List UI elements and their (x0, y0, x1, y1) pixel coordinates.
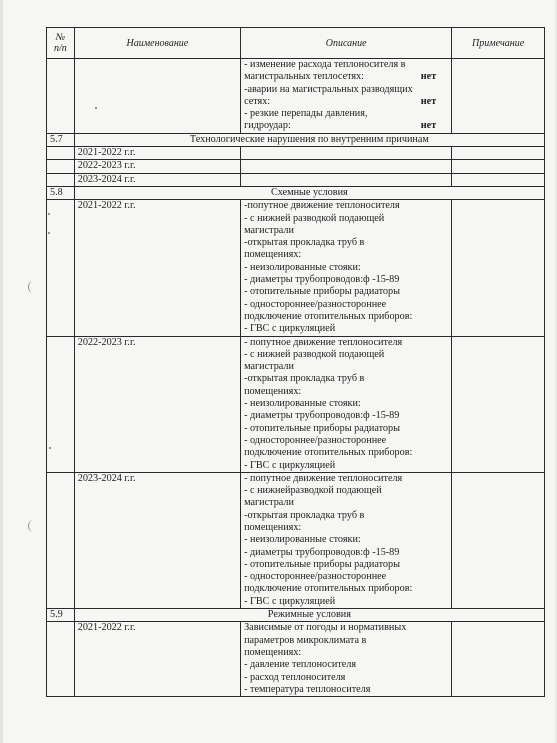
condition-text: -аварии на магистральных разводящих (244, 83, 413, 95)
description-line: - с нижней разводкой подающей (244, 348, 385, 360)
table-row (47, 622, 545, 697)
section-title: Режимные условия (74, 609, 544, 622)
description-line: - попутное движение теплоносителя (244, 336, 403, 348)
table-header-row (47, 28, 545, 59)
section-number: 5.7 (47, 133, 75, 146)
year-cell: 2021-2022 г.г. (74, 622, 240, 697)
description-line: помещениях: (244, 521, 302, 533)
description-line: - ГВС с циркуляцией (244, 459, 336, 471)
condition-text: гидроудар: (244, 120, 291, 132)
section-number: 5.9 (47, 609, 75, 622)
description-line: - с нижней разводкой подающей (244, 212, 385, 224)
description-line: Зависимые от погоды и нормативных (244, 622, 407, 634)
table-row (47, 472, 545, 608)
year-cell: 2023-2024 г.г. (74, 472, 240, 608)
continuation-description (241, 59, 452, 134)
year-cell: 2022-2023 г.г. (74, 160, 240, 173)
scheme-description (241, 472, 452, 608)
table-row (47, 160, 545, 173)
condition-flag: нет (420, 71, 437, 83)
description-line: - ГВС с циркуляцией (244, 323, 336, 335)
condition-text: - изменение расхода теплоносителя в (244, 59, 406, 70)
description-line: -открытая прокладка труб в (244, 509, 365, 521)
description-line: -попутное движение теплоносителя (244, 200, 400, 212)
table-row (47, 147, 545, 160)
condition-text: - резкие перепады давления, (244, 108, 368, 120)
description-line: параметров микроклимата в (244, 634, 367, 646)
header-number: № п/п (47, 28, 75, 59)
punch-hole-mark (28, 520, 38, 532)
description-line: магистрали (244, 361, 294, 373)
description-line: магистрали (244, 497, 294, 509)
description-line: - одностороннее/разностороннее (244, 434, 387, 446)
condition-text: сетях: (244, 95, 271, 107)
section-row (47, 186, 545, 199)
description-line: - диаметры трубопроводов:ф -15-89 (244, 274, 400, 286)
section-number: 5.8 (47, 186, 75, 199)
description-line: подключение отопительных приборов: (244, 310, 413, 322)
description-line: - ГВС с циркуляцией (244, 595, 336, 607)
description-line: помещениях: (244, 646, 302, 658)
section-row (47, 133, 545, 146)
header-description: Описание (241, 28, 452, 59)
description-line: - отопительные приборы радиаторы (244, 286, 400, 298)
description-line: -открытая прокладка труб в (244, 373, 365, 385)
year-cell: 2023-2024 г.г. (74, 173, 240, 186)
description-line: магистрали (244, 224, 294, 236)
conditions-table (46, 27, 545, 697)
description-line: - с нижнейразводкой подающей (244, 485, 382, 497)
description-line: подключение отопительных приборов: (244, 583, 413, 595)
description-line: - диаметры трубопроводов:ф -15-89 (244, 546, 400, 558)
description-line: - температура теплоносителя (244, 683, 371, 695)
description-line: - попутное движение теплоносителя (244, 472, 403, 484)
mode-description (241, 622, 452, 697)
description-line: - диаметры трубопроводов:ф -15-89 (244, 410, 400, 422)
section-title: Технологические нарушения по внутренним причинам (74, 133, 544, 146)
description-line: - отопительные приборы радиаторы (244, 422, 400, 434)
table-row (47, 336, 545, 472)
description-line: - давление теплоносителя (244, 659, 357, 671)
description-line: помещениях: (244, 385, 302, 397)
description-line: - неизолированные стояки: (244, 261, 361, 273)
condition-line (244, 71, 448, 83)
header-note: Примечание (452, 28, 545, 59)
header-name: Наименование (74, 28, 240, 59)
table-row (47, 173, 545, 186)
page-edge-left (0, 0, 3, 743)
continuation-row (47, 59, 545, 134)
condition-line (244, 120, 448, 132)
description-line: - неизолированные стояки: (244, 398, 361, 410)
punch-hole-mark (28, 281, 38, 293)
section-row (47, 609, 545, 622)
condition-flag: нет (420, 95, 437, 107)
description-line: помещениях: (244, 249, 302, 261)
scheme-description (241, 200, 452, 336)
description-line: -открытая прокладка труб в (244, 237, 365, 249)
condition-line (244, 96, 448, 108)
description-line: - неизолированные стояки: (244, 534, 361, 546)
condition-text: магистральных теплосетях: (244, 71, 365, 83)
description-line: - одностороннее/разностороннее (244, 298, 387, 310)
description-line: подключение отопительных приборов: (244, 447, 413, 459)
description-line: - одностороннее/разностороннее (244, 571, 387, 583)
year-cell: 2021-2022 г.г. (74, 200, 240, 336)
year-cell: 2021-2022 г.г. (74, 147, 240, 160)
section-title: Схемные условия (74, 186, 544, 199)
year-cell: 2022-2023 г.г. (74, 336, 240, 472)
scheme-description (241, 336, 452, 472)
description-line: - расход теплоносителя (244, 671, 346, 683)
table-row (47, 200, 545, 336)
condition-flag: нет (420, 120, 437, 132)
description-line: - отопительные приборы радиаторы (244, 558, 400, 570)
